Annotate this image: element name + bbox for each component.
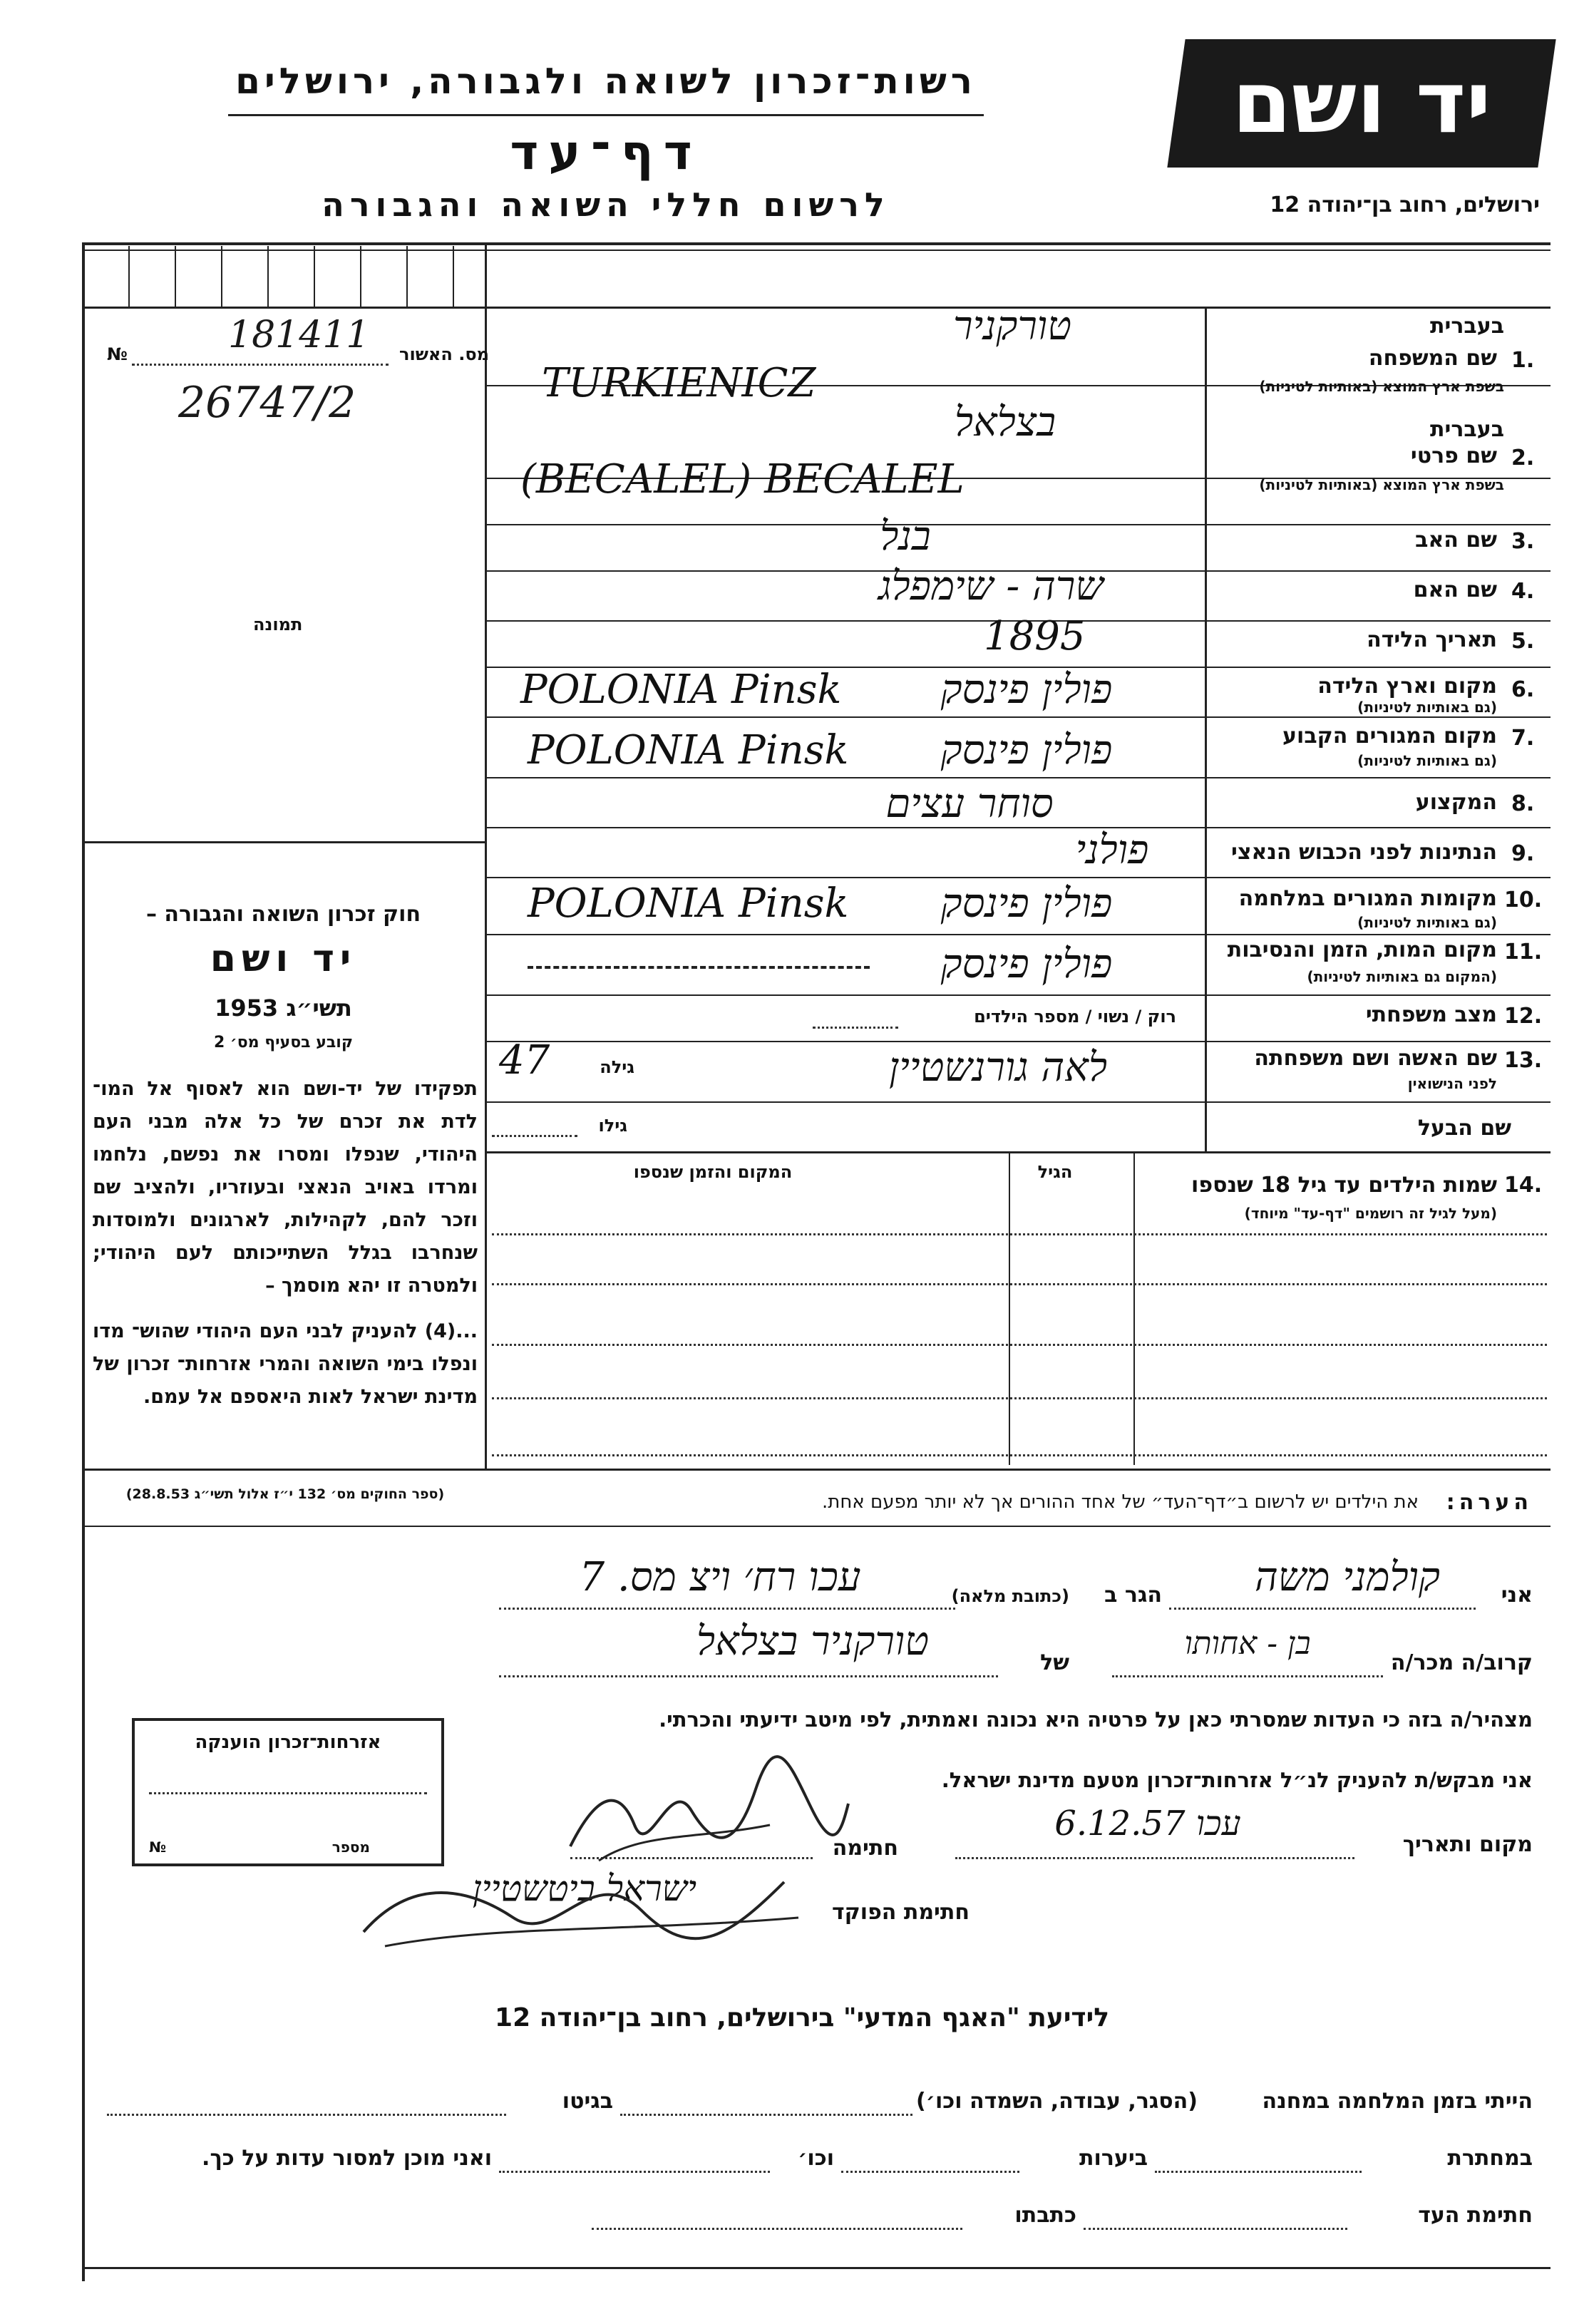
tick-2: [175, 246, 176, 307]
frame-tick-row: [82, 307, 1551, 309]
stamp-number-label: מספר: [331, 1839, 370, 1856]
frame-top: [82, 242, 1551, 245]
tick-3: [221, 246, 222, 307]
stamp-number-symbol: №: [149, 1839, 167, 1856]
tick-7: [406, 246, 408, 307]
approval-number: 181411: [228, 314, 370, 356]
yad-vashem-logo: [1167, 39, 1555, 168]
row-sep-3: [487, 524, 1551, 525]
approval-line: [132, 364, 389, 366]
frame-top-2: [82, 250, 1551, 251]
citizenship-stamp-box: [132, 1718, 444, 1866]
note-label: הערה:: [1446, 1490, 1533, 1515]
of-label: של: [1040, 1650, 1069, 1675]
of-name: טורקניר בצלאל: [696, 1618, 930, 1665]
row-sep-9: [487, 827, 1551, 828]
row-sep-12: [487, 994, 1551, 996]
row-sep-11: [487, 934, 1551, 935]
frame-left: [82, 242, 85, 2281]
place-date-label: מקום ותאריך: [1402, 1832, 1533, 1857]
note-text: את הילדים יש לרשום ב״דף־העד״ של אחד ההורים אך לא יותר מפעם אחת.: [821, 1491, 1419, 1513]
request-text: אני מבקש/ת להעניק לנ״ל אזרחות־זכרון מטעם מדינת ישראל.: [941, 1768, 1533, 1792]
row-sep-10: [487, 877, 1551, 878]
officer-label: חתימת הפוקד: [832, 1900, 970, 1925]
row-sep-7: [487, 716, 1551, 718]
children-bottom: [82, 1469, 1551, 1471]
wife-age: 47: [499, 1037, 550, 1084]
form-title: דף־עד: [510, 125, 702, 181]
underground-label: במחתרת: [1447, 2146, 1533, 2171]
place-date: עכו 6.12.57: [1054, 1804, 1241, 1844]
surname-latin: TURKIENICZ: [542, 360, 816, 406]
note-rule: [82, 1526, 1551, 1527]
relation-label: קרוב/ה מכר/ה: [1390, 1650, 1533, 1675]
stamp-title: אזרחות־זכרון הוענקה: [195, 1732, 381, 1753]
tick-4: [267, 246, 269, 307]
row-sep-15: [487, 1151, 1551, 1153]
surname-hebrew: טורקניר: [952, 303, 1072, 349]
i-label: אני: [1501, 1583, 1533, 1608]
header-rule: [228, 114, 984, 116]
camp-hint: (הסגר, עבודה, השמדה וכו׳): [915, 2089, 1198, 2114]
row-sep-14: [487, 1101, 1551, 1103]
camp-label: הייתי בזמן המלחמה במחנה: [1262, 2089, 1533, 2114]
law-year: תשי״ג 1953: [215, 994, 352, 1022]
tick-8: [453, 246, 454, 307]
ghetto-label: בגיטו: [562, 2089, 613, 2114]
law-text: תפקידו של יד-ושם הוא לאסוף אל המו־ לדת את זכרם של כל אלה מבני העם היהודי, שנפלו ומסרו את נפשם, נלחמו ומרדו באויב הנאצי ובעוזריו, ולהציב שם וזכר להם, לקהילות, לארגונים ולמוסדות שנחרבו בגלל השתייכותם לעם היהודי; ולמטרה זו יהא מוסמך –: [93, 1078, 478, 1297]
institution-name: רשות־זכרון לשואה ולגבורה, ירושלים: [235, 61, 977, 102]
law-ref: (ספר החוקים מס׳ 132 י״ז אלול תשי״ג 28.8.53): [125, 1486, 445, 1502]
declarant-name: קולמני משה: [1254, 1554, 1441, 1600]
tick-5: [314, 246, 315, 307]
testify-label: ואני מוכן למסור עדות על כך.: [202, 2146, 492, 2171]
approval-symbol: №: [107, 344, 128, 364]
declaration-text: מצהיר/ה בזה כי העדות שמסרתי כאן על פרטיה היא נכונה ואמתית, לפי מיטב ידיעתי והכרתי.: [659, 1707, 1533, 1732]
law-title: חוק זכרון השואה והגבורה –: [145, 902, 421, 927]
tick-6: [360, 246, 361, 307]
etc-label: וכו׳: [798, 2146, 834, 2171]
frame-mid: [485, 242, 487, 1469]
witness-signature-label: חתימת העד: [1418, 2203, 1533, 2228]
officer-signature: ישראל ביטשטיין: [472, 1868, 697, 1909]
law-clause: קובע בסעיף מס׳ 2: [213, 1034, 354, 1052]
resides-label: הגר ב: [1104, 1583, 1162, 1608]
law-name: יד ושם: [210, 937, 357, 980]
relation-value: בן - אחותו: [1184, 1625, 1311, 1662]
approval-label: מס. האשור: [399, 344, 489, 364]
row-sep-13: [487, 1041, 1551, 1042]
frame-bottom: [82, 2267, 1551, 2269]
photo-divider: [82, 841, 485, 843]
photo-label: תמונה: [253, 615, 303, 634]
declarant-address: עכו רח׳ ויצ מס. 7: [579, 1554, 861, 1600]
first-name-hebrew: בצלאל: [954, 399, 1056, 446]
frame-label-col: [1205, 307, 1207, 1151]
address-hint: (כתובת מלאה): [951, 1586, 1069, 1606]
first-name-latin: (BECALEL) BECALEL: [520, 456, 965, 503]
header-address: ירושלים, רחוב בן־יהודה 12: [1270, 192, 1540, 217]
form-subtitle: לרשום חללי השואה והגבורה: [322, 185, 890, 224]
file-number: 26747/2: [178, 378, 356, 428]
row-sep-8: [487, 777, 1551, 778]
law-text-2: ...(4) להעניק לבני העם היהודי שהוש־ מדו ונפלו בימי השואה והמרי אזרחות־ זכרון של מדינת ישראל לאות היאספם אל עמם.: [93, 1320, 478, 1408]
tick-1: [128, 246, 130, 307]
signature-label: חתימה: [832, 1836, 898, 1861]
logo-text: יד ושם: [1232, 53, 1491, 153]
forests-label: ביערות: [1079, 2146, 1148, 2171]
witness-address-label: כתבתו: [1014, 2203, 1076, 2228]
death-place-dashes: [528, 966, 870, 969]
bottom-title: לידיעת "האגף המדעי" בירושלים, רחוב בן־יהודה 12: [495, 2003, 1109, 2032]
